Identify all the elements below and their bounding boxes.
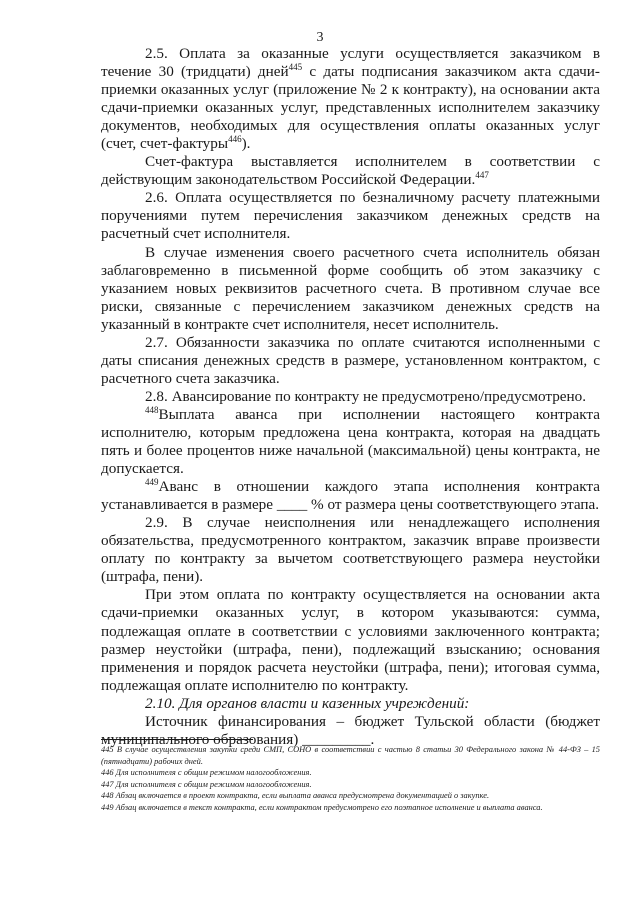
paragraph-2-5: 2.5. Оплата за оказанные услуги осуществляется заказчиком в течение 30 (тридцати) дней$^{445}$ с даты подписания заказчиком акта сдачи-приемки оказанных услуг (приложение № 2 к контракту), на основании акта сдачи-приемки оказанных услуг, представленных исполнителем заказчику документов, необходимых для осуществления оплаты оказанных услуг (счет, счет-фактуры$^{446}$). (101, 45, 600, 153)
paragraph-2-10: 2.10. Для органов власти и казенных учреждений: (145, 694, 470, 712)
paragraph-payment-act: При этом оплата по контракту осуществляется на основании акта сдачи-приемки оказанных услуг, в котором указываются: сумма, подлежащая оплате в соответствии с условиями заключенного контракта; размер неустойки (штрафа, пени), подлежащий взысканию; основания применения и порядок расчета неустойки (штрафа, пени); итоговая сумма, подлежащая оплате исполнителю по контракту. (101, 586, 600, 694)
footnote-separator (101, 739, 253, 740)
paragraph-advance-payment: $^{448}$Выплата аванса при исполнении настоящего контракта исполнителю, которым предложена цена контракта, которая на двадцать пять и более процентов ниже начальной (максимальной) цены контракта, не допускается. (101, 404, 600, 478)
paragraph-advance-stage: $^{449}$Аванс в отношении каждого этапа исполнения контракта устанавливается в размере ____ % от размера цены соответствующего этапа. (101, 477, 600, 514)
footnote-ref-447[interactable]: 447 (475, 170, 489, 181)
paragraph-invoice: Счет-фактура выставляется исполнителем в соответствии с действующим законодательством Российской Федерации.$^{447}$ (101, 153, 600, 189)
contract-body (101, 45, 600, 749)
footnote-ref-445[interactable]: 445 (288, 61, 303, 72)
footnote-448: 448 Абзац включается в проект контракта, если выплата аванса предусмотрена документацией о закупке. (101, 791, 490, 800)
paragraph-2-6: 2.6. Оплата осуществляется по безналичному расчету платежными поручениями путем перечисления заказчиком денежных средств на расчетный счет исполнителя. (101, 189, 600, 243)
footnote-ref-446[interactable]: 446 (228, 134, 242, 145)
advance-percent-blank: ____ (276, 496, 308, 514)
footnote-445: 445 В случае осуществления закупки среди СМП, СОНО в соответствии с частью 8 статьи 30 Федерального закона № 44-ФЗ – 15 (пятнадцати) рабочих дней. (101, 745, 600, 766)
footnote-ref-449[interactable]: 449 (145, 477, 159, 488)
footnote-446: 446 Для исполнителя с общим режимом налогообложения. (101, 768, 312, 777)
footnote-ref-448[interactable]: 448 (145, 404, 159, 415)
footnote-449: 449 Абзац включается в текст контракта, если контрактом предусмотрено его поэтапное исполнение и выплата аванса. (101, 802, 543, 812)
footnote-447: 447 Для исполнителя с общим режимом налогообложения. (101, 779, 312, 789)
paragraph-funding-source: Источник финансирования – бюджет Тульской области (бюджет муниципального образования) _________. (101, 712, 600, 748)
paragraph-2-7: 2.7. Обязанности заказчика по оплате считаются исполненными с даты списания денежных средств в размере, установленном контрактом, с расчетного счета заказчика. (101, 333, 600, 387)
page-number: 3 (316, 30, 324, 45)
paragraph-2-9: 2.9. В случае неисполнения или ненадлежащего исполнения обязательства, предусмотренного контрактом, заказчик вправе произвести оплату по контракту за вычетом соответствующего размера неустойки (штрафа, пени). (101, 514, 600, 586)
footnotes (101, 744, 600, 813)
budget-blank: _________ (302, 730, 371, 748)
paragraph-2-8: 2.8. Авансирование по контракту не предусмотрено/предусмотрено. (145, 387, 587, 405)
paragraph-account-change: В случае изменения своего расчетного счета исполнитель обязан заблаговременно в письменной форме сообщить об этом заказчику с указанием новых реквизитов расчетного счета. В противном случае все риски, связанные с перечислением заказчиком денежных средств на указанный в контракте счет исполнителя, несет исполнитель. (101, 243, 600, 333)
